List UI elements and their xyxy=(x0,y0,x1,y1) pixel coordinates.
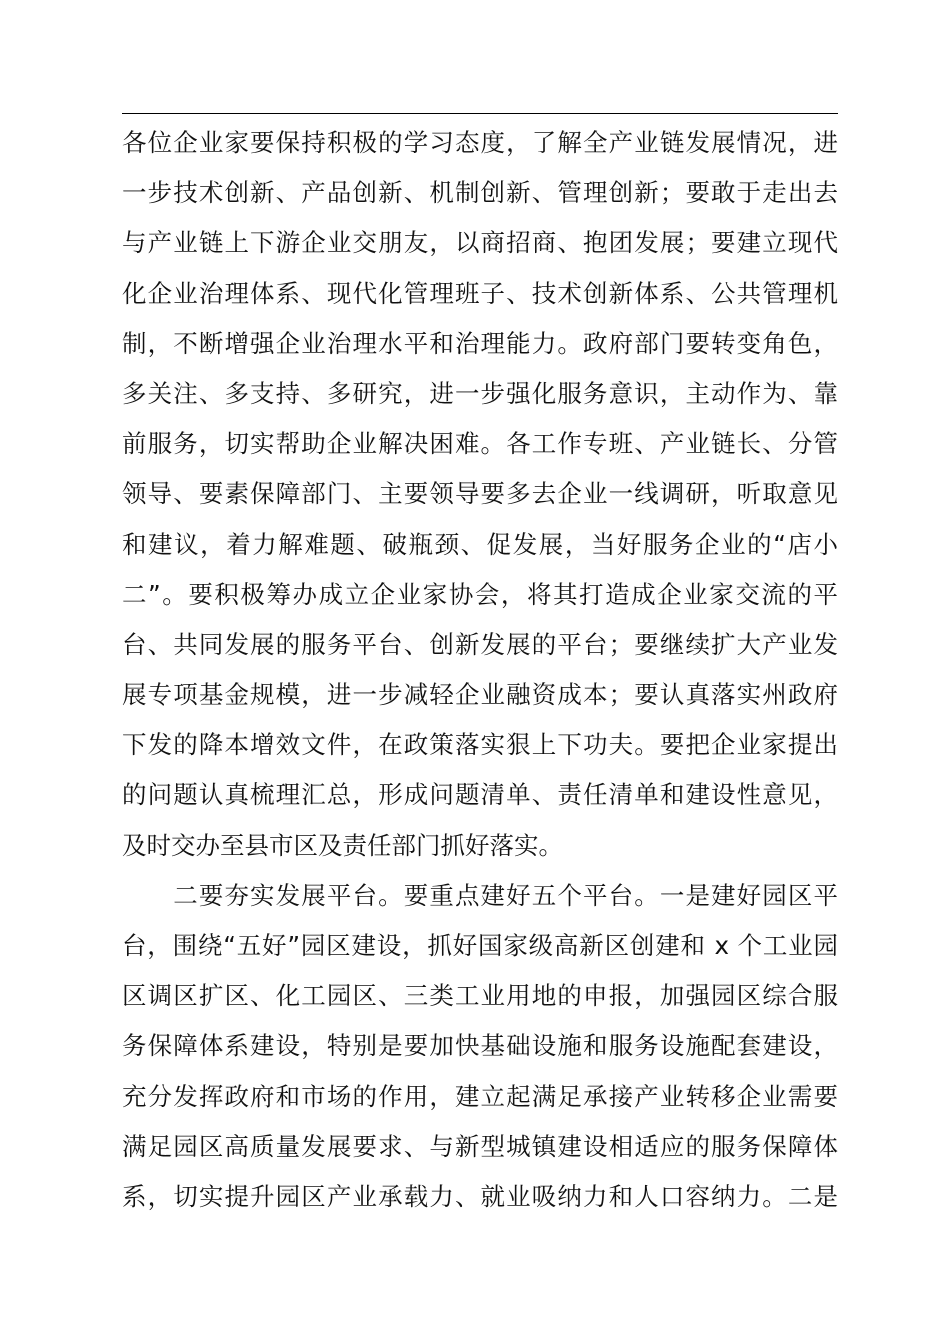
text-line: 展专项基金规模，进一步减轻企业融资成本；要认真落实州政府 xyxy=(122,680,838,710)
text-line: 的问题认真梳理汇总，形成问题清单、责任清单和建设性意见， xyxy=(122,780,838,810)
text-line: 领导、要素保障部门、主要领导要多去企业一线调研，听取意见 xyxy=(122,479,838,509)
text-line: 多关注、多支持、多研究，进一步强化服务意识，主动作为、靠 xyxy=(122,378,838,408)
text-line: 化企业治理体系、现代化管理班子、技术创新体系、公共管理机 xyxy=(122,278,838,308)
paragraph-1 xyxy=(122,118,838,871)
document-body xyxy=(122,118,838,1222)
text-line: 系，切实提升园区产业承载力、就业吸纳力和人口容纳力。二是 xyxy=(122,1181,838,1211)
text-line: 二”。要积极筹办成立企业家协会，将其打造成企业家交流的平 xyxy=(122,579,838,609)
text-line: 各位企业家要保持积极的学习态度，了解全产业链发展情况，进 xyxy=(122,128,838,157)
text-line: 务保障体系建设，特别是要加快基础设施和服务设施配套建设， xyxy=(122,1031,838,1061)
text-line: 台、共同发展的服务平台、创新发展的平台；要继续扩大产业发 xyxy=(122,629,838,659)
text-line: 充分发挥政府和市场的作用，建立起满足承接产业转移企业需要 xyxy=(122,1081,838,1111)
text-line: 区调区扩区、化工园区、三类工业用地的申报，加强园区综合服 xyxy=(122,981,838,1011)
text-line: 及时交办至县市区及责任部门抓好落实。 xyxy=(122,830,563,860)
text-line: 台，围绕“五好”园区建设，抓好国家级高新区创建和 x 个工业园 xyxy=(122,931,838,960)
text-line: 二要夯实发展平台。要重点建好五个平台。一是建好园区平 xyxy=(122,880,838,910)
text-line: 一步技术创新、产品创新、机制创新、管理创新；要敢于走出去 xyxy=(122,178,838,208)
text-line: 制，不断增强企业治理水平和治理能力。政府部门要转变角色， xyxy=(122,328,838,358)
text-line: 前服务，切实帮助企业解决困难。各工作专班、产业链长、分管 xyxy=(122,429,838,459)
paragraph-2 xyxy=(122,871,838,1222)
text-line: 与产业链上下游企业交朋友，以商招商、抱团发展；要建立现代 xyxy=(122,228,838,258)
text-line: 和建议，着力解难题、破瓶颈、促发展，当好服务企业的“店小 xyxy=(122,529,838,559)
header-rule xyxy=(122,113,838,114)
text-line: 下发的降本增效文件，在政策落实狠上下功夫。要把企业家提出 xyxy=(122,730,838,760)
text-line: 满足园区高质量发展要求、与新型城镇建设相适应的服务保障体 xyxy=(122,1131,838,1161)
